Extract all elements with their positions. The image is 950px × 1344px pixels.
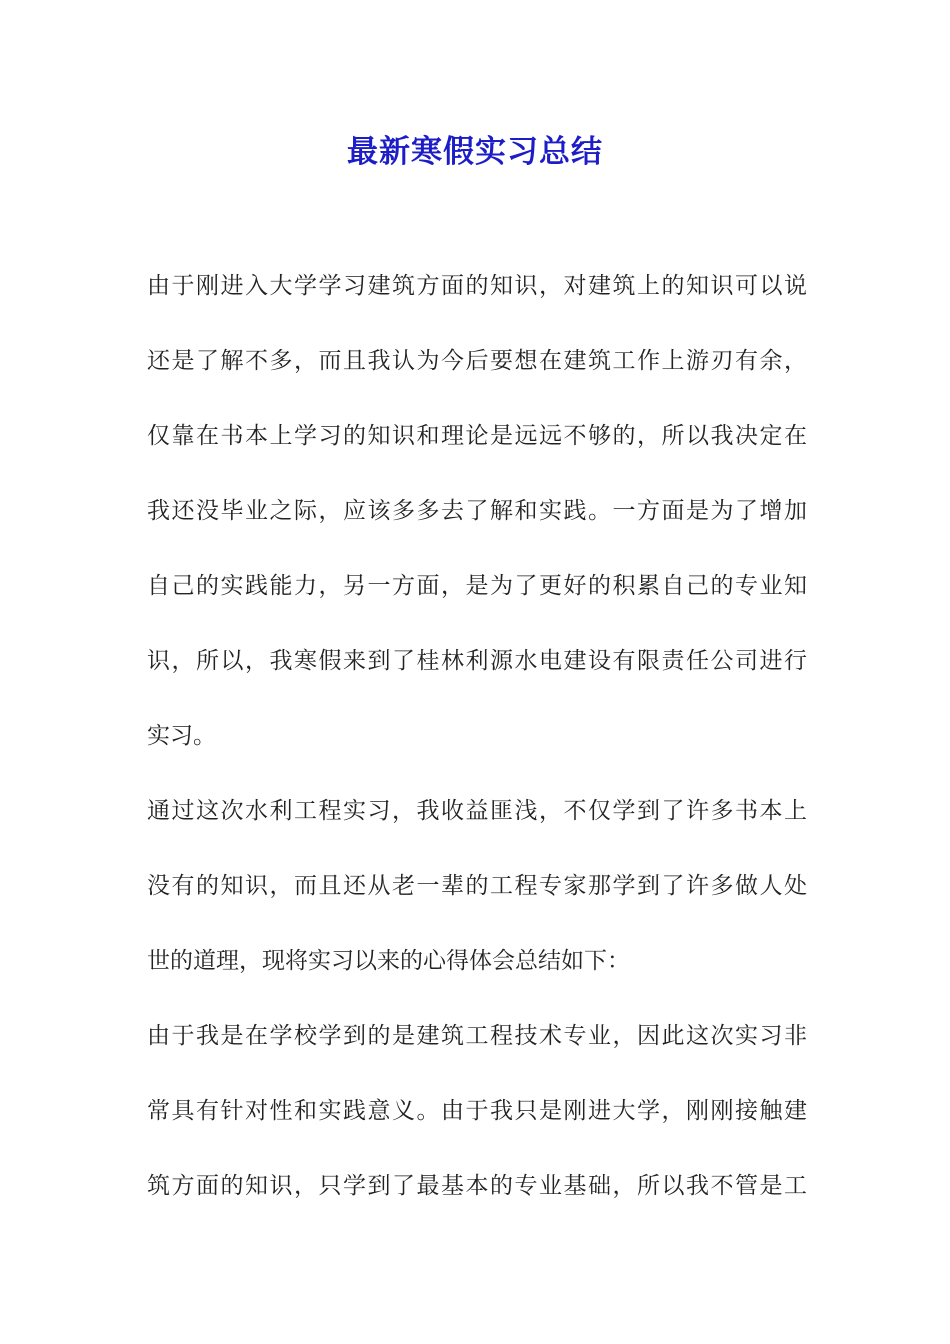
document-title: 最新寒假实习总结 [347,134,603,170]
paragraph-line: 还是了解不多，而且我认为今后要想在建筑工作上游刃有余， [147,348,807,374]
paragraph-line: 仅靠在书本上学习的知识和理论是远远不够的，所以我决定在 [147,423,807,449]
paragraph-line: 实习。 [147,723,216,749]
paragraph-line: 自己的实践能力，另一方面，是为了更好的积累自己的专业知 [147,573,807,599]
paragraph-line: 世的道理，现将实习以来的心得体会总结如下： [147,948,630,974]
document-body [147,264,807,1239]
paragraph-1 [147,264,807,789]
paragraph-line: 没有的知识，而且还从老一辈的工程专家那学到了许多做人处 [147,873,807,899]
paragraph-line: 通过这次水利工程实习，我收益匪浅，不仅学到了许多书本上 [147,798,807,824]
paragraph-line: 筑方面的知识，只学到了最基本的专业基础，所以我不管是工 [147,1173,807,1199]
paragraph-line: 识，所以，我寒假来到了桂林利源水电建设有限责任公司进行 [147,648,807,674]
paragraph-line: 我还没毕业之际，应该多多去了解和实践。一方面是为了增加 [147,498,807,524]
paragraph-line: 由于刚进入大学学习建筑方面的知识，对建筑上的知识可以说 [147,273,807,299]
paragraph-2 [147,789,807,1014]
paragraph-3 [147,1014,807,1239]
paragraph-line: 由于我是在学校学到的是建筑工程技术专业，因此这次实习非 [147,1023,807,1049]
paragraph-line: 常具有针对性和实践意义。由于我只是刚进大学，刚刚接触建 [147,1098,807,1124]
